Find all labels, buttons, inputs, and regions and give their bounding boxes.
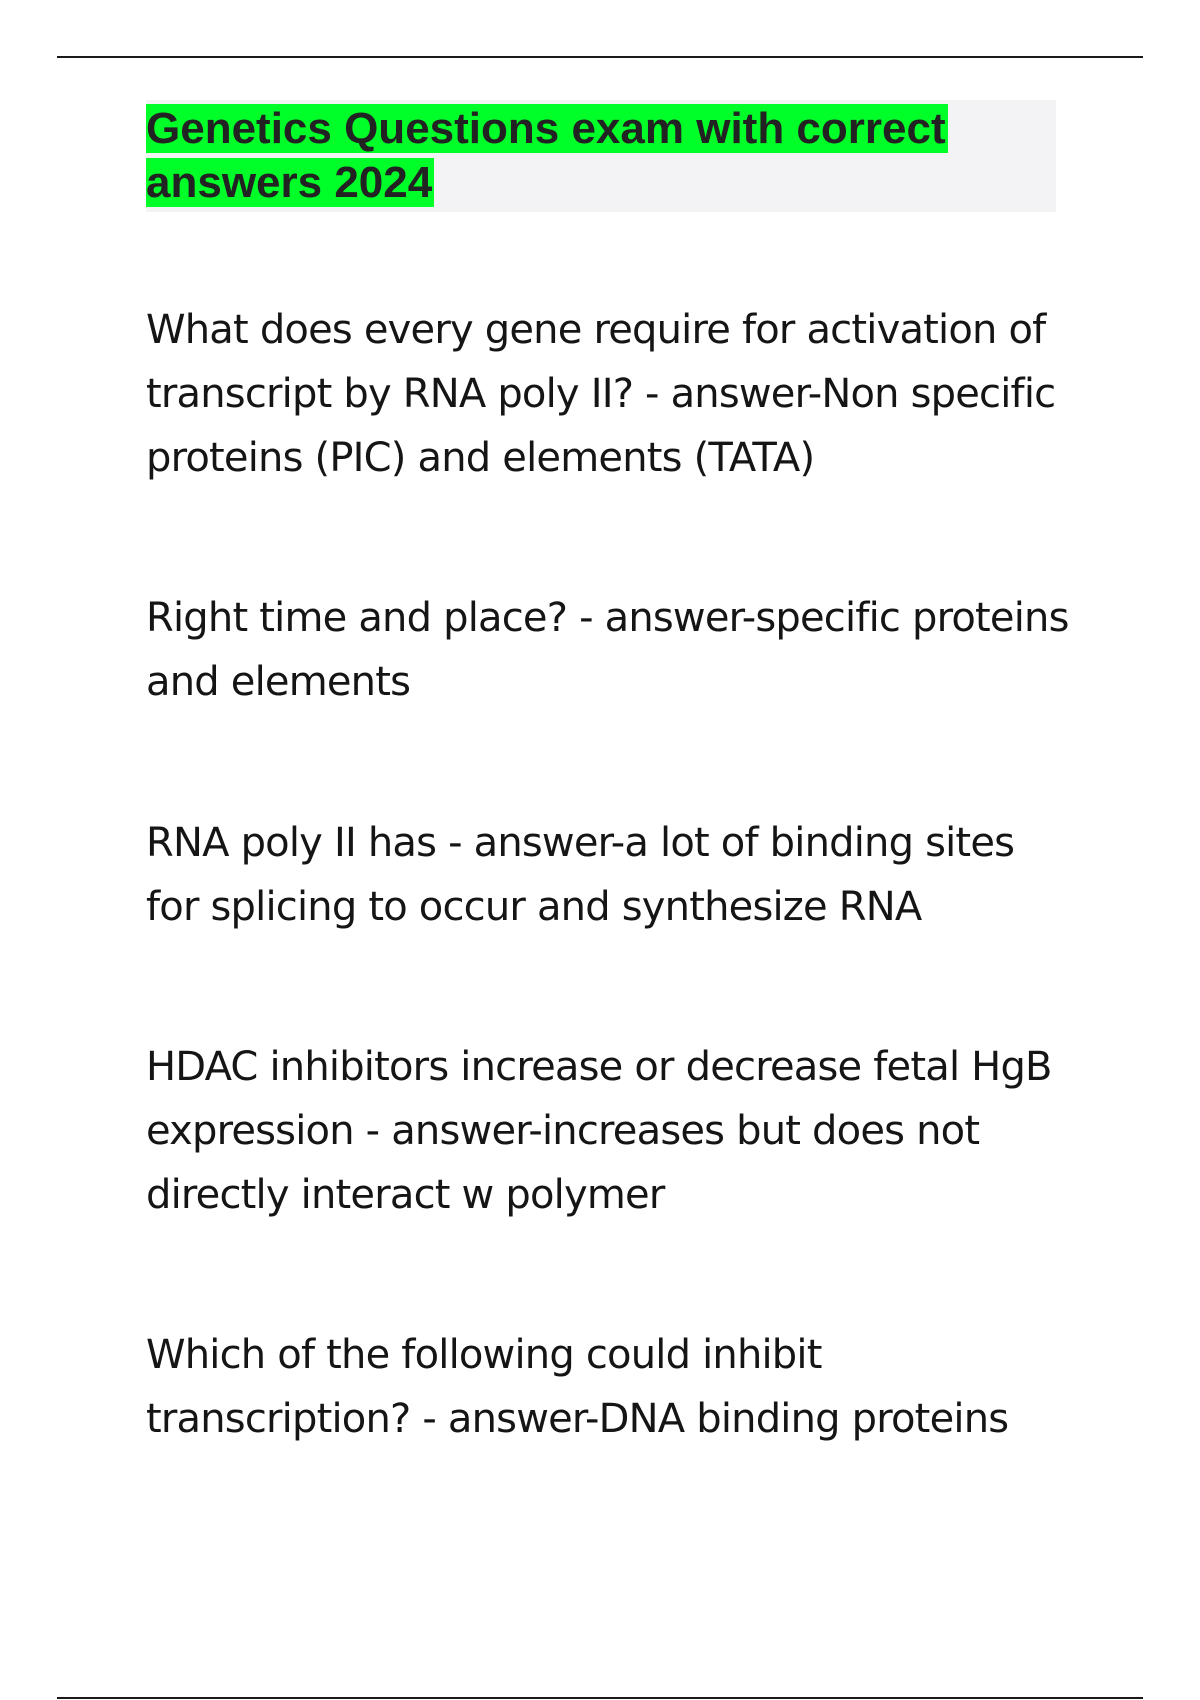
top-rule <box>57 56 1143 58</box>
qa-entry-3: RNA poly II has - answer-a lot of binding sites for splicing to occur and synthesize RNA <box>146 820 1015 930</box>
qa-entry-2: Right time and place? - answer-specific proteins and elements <box>146 595 1069 705</box>
qa-list <box>146 298 1076 1451</box>
title-highlight: Genetics Questions exam with correct answers 2024 <box>146 104 946 207</box>
qa-entry-1: What does every gene require for activation of transcript by RNA poly II? - answer-Non specific proteins (PIC) and elements (TATA) <box>146 307 1056 481</box>
title-block <box>146 100 1056 212</box>
page-title <box>146 100 1056 210</box>
bottom-rule <box>57 1697 1143 1699</box>
qa-entry-5: Which of the following could inhibit transcription? - answer-DNA binding proteins <box>146 1332 1009 1442</box>
qa-entry-4: HDAC inhibitors increase or decrease fetal HgB expression - answer-increases but does not directly interact w polymer <box>146 1044 1052 1218</box>
